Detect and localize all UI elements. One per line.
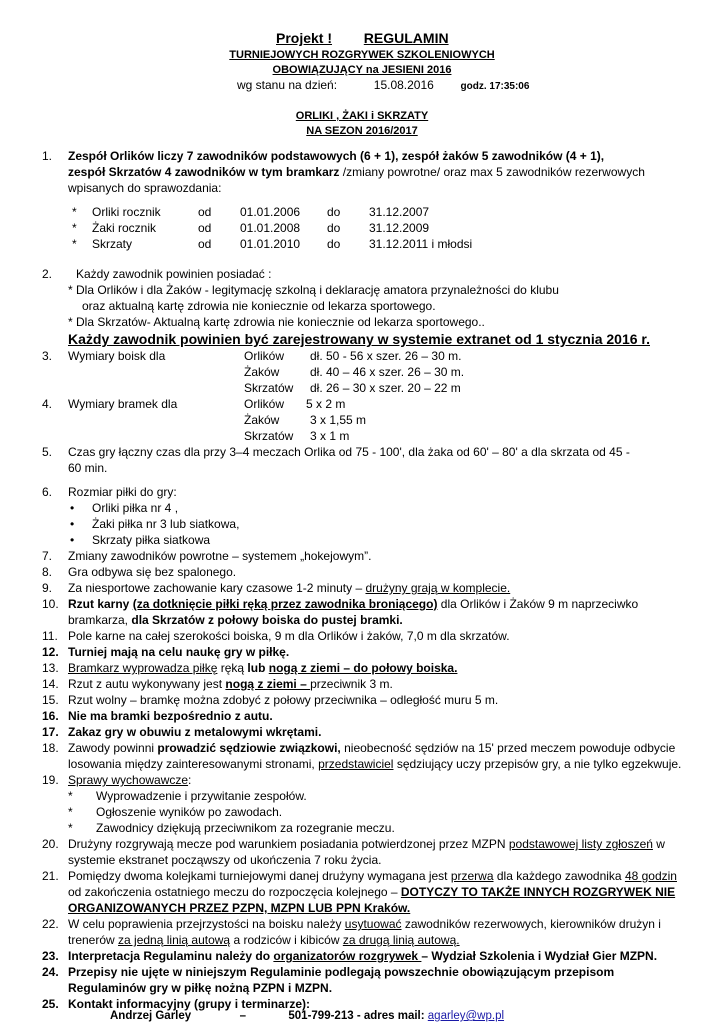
conduct-bullet: * [68,789,73,803]
conduct-bullet: * [68,805,73,819]
item-number: 20. [42,837,59,851]
row-to: 31.12.2011 i młodsi [369,237,473,251]
p10-line2 [68,612,403,628]
p22-c: zawodników rezerwowych, kierowników drużyn i [401,917,661,931]
item-number: 7. [42,549,53,563]
status-line [237,77,529,95]
row-do: do [327,221,341,235]
p23-c: – Wydział Szkolenia i Wydział Gier MZPN. [421,949,658,963]
item-number: 9. [42,581,53,595]
p24-line1: Przepisy nie ujęte w niniejszym Regulaminie podlegają powszechnie obowiązującym przepisom [68,965,615,979]
p13-a: Bramkarz wyprowadza piłkę [68,661,218,675]
p19-label [68,772,191,788]
p21-d: 48 godzin [624,869,677,883]
p18-line2 [68,756,681,772]
p20-a: Drużyny rozgrywają mecze pod warunkiem posiadania potwierdzonej przez MZPN [68,837,509,851]
season-title: NA SEZON 2016/2017 [306,125,418,137]
p5-line1: Czas gry łączny czas dla przy 3–4 meczach Orlika od 75 - 100', dla żaka od 60' – 80' a dla skrzata od 45 - [68,445,630,459]
p18-b: prowadzić sędziowie związkowi, [157,741,341,755]
p21-line2 [68,884,675,900]
row-category: Żaki rocznik [92,221,157,235]
validity-line: OBOWIĄZUJĄCY na JESIENI 2016 [272,64,452,76]
ball-item: Żaki piłka nr 3 lub siatkowa, [92,517,240,531]
p12-text: Turniej mają na celu naukę gry w piłkę. [68,645,290,659]
ball-bullet: • [70,533,75,547]
p21-c: dla każdego zawodnika [493,869,625,883]
item-number: 3. [42,349,53,363]
item-number: 14. [42,677,59,691]
row-from: 01.01.2008 [240,221,301,235]
p22-a: W celu poprawienia przejrzystości na boisku należy [68,917,345,931]
goal-category: Orlików [244,397,285,411]
item-number: 10. [42,597,59,611]
p20-line1 [68,836,665,852]
p1-line2-rest: /zmiany powrotne/ oraz max 5 zawodników rezerwowych [339,165,645,179]
p18-d: losowania między zainteresowanymi stronami, [68,757,319,771]
conduct-item: Zawodnicy dziękują przeciwnikom za rozegranie meczu. [96,821,395,835]
goal-value: 3 x 1 m [310,429,350,443]
dim-value: dł. 50 - 56 x szer. 26 – 30 m. [310,349,462,363]
contact-phone: 501-799-213 [288,1010,354,1022]
ball-item: Skrzaty piłka siatkowa [92,533,211,547]
row-do: do [327,205,341,219]
p10-c: dla Orlików i Żaków 9 m naprzeciwko [437,597,639,611]
contact-dash: – [239,1010,246,1022]
item-number: 1. [42,149,53,163]
item-number: 8. [42,565,53,579]
row-bullet: * [72,237,77,251]
p2-line1: Każdy zawodnik powinien posiadać : [76,267,272,281]
p11-text: Pole karne na całej szerokości boiska, 9 m dla Orlików i żaków, 7,0 m dla skrzatów. [68,629,510,643]
p21-f: DOTYCZY TO TAKŻE INNYCH ROZGRYWEK NIE [400,885,676,899]
p18-c: nieobecność sędziów na 15' przed meczem powoduje odbycie [340,741,676,755]
dim-category: Skrzatów [244,381,294,395]
p20-line2: systemie ekstranet począwszy od ukończenia 7 roku życia. [68,853,382,867]
p1-line2 [68,164,645,180]
contact-mail-label: - adres mail: [353,1010,425,1022]
p21-a: Pomiędzy dwoma kolejkami turniejowymi danej drużyny wymagana jest [68,869,451,883]
p22-d: trenerów [68,933,119,947]
p10-line1 [68,596,638,612]
title-projekt: Projekt ! [276,30,333,46]
contact-line [110,1008,504,1024]
ball-item: Orliki piłka nr 4 , [92,501,179,515]
p2-line3: oraz aktualną kartę zdrowia nie koniecznie od lekarza sportowego. [82,299,436,313]
item-number: 18. [42,741,59,755]
p14-text [68,676,393,692]
contact-name: Andrzej Garley [110,1010,192,1022]
p7-text: Zmiany zawodników powrotne – systemem „hokejowym”. [68,549,372,563]
p10-b: (za dotknięcie piłki ręką przez zawodnika broniącego) [132,597,438,611]
dim-category: Orlików [244,349,285,363]
row-from: 01.01.2006 [240,205,301,219]
item-number: 25. [42,997,59,1011]
title-line [276,30,449,46]
p23-b: organizatorów rozgrywek [273,949,422,963]
p22-b: usytuować [344,917,402,931]
p18-a: Zawody powinni [68,741,158,755]
item-number: 16. [42,709,59,723]
p10-d: bramkarza, [68,613,132,627]
contact-email-link[interactable]: agarley@wp.pl [427,1010,505,1022]
dim-value: dł. 26 – 30 x szer. 20 – 22 m [310,381,461,395]
status-date: 15.08.2016 [373,78,434,92]
item-number: 19. [42,773,59,787]
p2-line2: * Dla Orlików i dla Żaków - legitymację szkolną i deklarację amatora przynależności do klubu [68,283,559,297]
p2-line4: * Dla Skrzatów- Aktualną kartę zdrowia nie koniecznie od lekarza sportowego.. [68,315,485,329]
status-time: godz. 17:35:06 [460,81,530,92]
p10-a: Rzut karny [68,597,130,611]
p3-label: Wymiary boisk dla [68,349,166,363]
subtitle-line: TURNIEJOWYCH ROZGRYWEK SZKOLENIOWYCH [229,49,495,61]
row-od: od [198,205,212,219]
p9-b: drużyny grają w komplecie. [365,581,511,595]
item-number: 4. [42,397,53,411]
p1-line1: Zespół Orlików liczy 7 zawodników podstawowych (6 + 1), zespół żaków 5 zawodników (4 + 1), [68,149,605,163]
p18-f: sędziujący uczy przepisów gry, a nie tylko egzekwuje. [393,757,682,771]
item-number: 23. [42,949,59,963]
p22-g: za drugą linią autową. [342,933,460,947]
conduct-item: Ogłoszenie wyników po zawodach. [96,805,283,819]
p19-label-text: Sprawy wychowawcze [68,773,189,787]
goal-value: 3 x 1,55 m [310,413,367,427]
p15-text: Rzut wolny – bramkę można zdobyć z połowy przeciwnika – odległość muru 5 m. [68,693,499,707]
p21-line1 [68,868,677,884]
dim-category: Żaków [244,365,280,379]
title-regulamin: REGULAMIN [363,30,449,46]
p20-b: podstawowej listy zgłoszeń [508,837,653,851]
item-number: 22. [42,917,59,931]
item-number: 2. [42,267,53,281]
p14-a: Rzut z autu wykonywany jest [68,677,226,691]
p24-line2: Regulaminów gry w piłkę nożną PZPN i MZPN. [68,981,333,995]
registration-notice: Każdy zawodnik powinien być zarejestrowany w systemie extranet od 1 stycznia 2016 r. [68,331,650,347]
row-bullet: * [72,205,77,219]
category-title: ORLIKI , ŻAKI i SKRZATY [295,110,429,122]
dim-value: dł. 40 – 46 x szer. 26 – 30 m. [310,365,465,379]
goal-category: Skrzatów [244,429,294,443]
p16-text: Nie ma bramki bezpośrednio z autu. [68,709,273,723]
goal-category: Żaków [244,413,280,427]
p19-colon: : [188,773,192,787]
item-number: 21. [42,869,59,883]
conduct-item: Wyprowadzenie i przywitanie zespołów. [96,789,307,803]
p22-line1 [68,916,661,932]
p20-c: w [652,837,665,851]
p25-text: Kontakt informacyjny (grupy i terminarze): [68,997,311,1011]
p22-line2 [68,932,460,948]
status-label: wg stanu na dzień: [237,78,338,92]
p5-line2: 60 min. [68,461,108,475]
row-from: 01.01.2010 [240,237,301,251]
row-od: od [198,221,212,235]
p18-line1 [68,740,675,756]
p14-c: przeciwnik 3 m. [310,677,393,691]
p4-label: Wymiary bramek dla [68,397,178,411]
p8-text: Gra odbywa się bez spalonego. [68,565,237,579]
p21-b: przerwa [450,869,494,883]
p22-e: za jedną linią autową [118,933,231,947]
p18-e: przedstawiciel [318,757,394,771]
p1-line2-bold: zespół Skrzatów 4 zawodników w tym bramkarz [68,165,340,179]
item-number: 12. [42,645,59,659]
row-do: do [327,237,341,251]
row-bullet: * [72,221,77,235]
ball-bullet: • [70,501,75,515]
item-number: 13. [42,661,59,675]
p14-b: nogą z ziemi – [225,677,311,691]
item-number: 11. [42,629,58,643]
row-od: od [198,237,212,251]
p13-d: nogą z ziemi – do połowy boiska. [268,661,458,675]
p13-b: ręką [217,661,248,675]
row-category: Skrzaty [92,237,133,251]
item-number: 24. [42,965,59,979]
p23-a: Interpretacja Regulaminu należy do [68,949,274,963]
p13-text [68,660,457,676]
item-number: 15. [42,693,59,707]
p21-line3: ORGANIZOWANYCH PRZEZ PZPN, MZPN LUB PPN Kraków. [68,901,411,915]
ball-bullet: • [70,517,75,531]
p6-label: Rozmiar piłki do gry: [68,485,177,499]
p17-text: Zakaz gry w obuwiu z metalowymi wkrętami. [68,725,322,739]
p21-e: od zakończenia ostatniego meczu do rozpoczęcia kolejnego – [68,885,401,899]
conduct-bullet: * [68,821,73,835]
row-to: 31.12.2009 [369,221,430,235]
p9-a: Za niesportowe zachowanie kary czasowe 1-2 minuty – [68,581,366,595]
item-number: 6. [42,485,53,499]
p23-text [68,948,657,964]
p1-line3: wpisanych do sprawozdania: [68,181,222,195]
row-to: 31.12.2007 [369,205,430,219]
p22-f: a rodziców i kibiców [230,933,343,947]
item-number: 17. [42,725,59,739]
row-category: Orliki rocznik [92,205,161,219]
goal-value: 5 x 2 m [306,397,346,411]
p10-e: dla Skrzatów z połowy boiska do pustej bramki. [131,613,403,627]
item-number: 5. [42,445,53,459]
p13-c: lub [247,661,269,675]
p9-text [68,580,510,596]
